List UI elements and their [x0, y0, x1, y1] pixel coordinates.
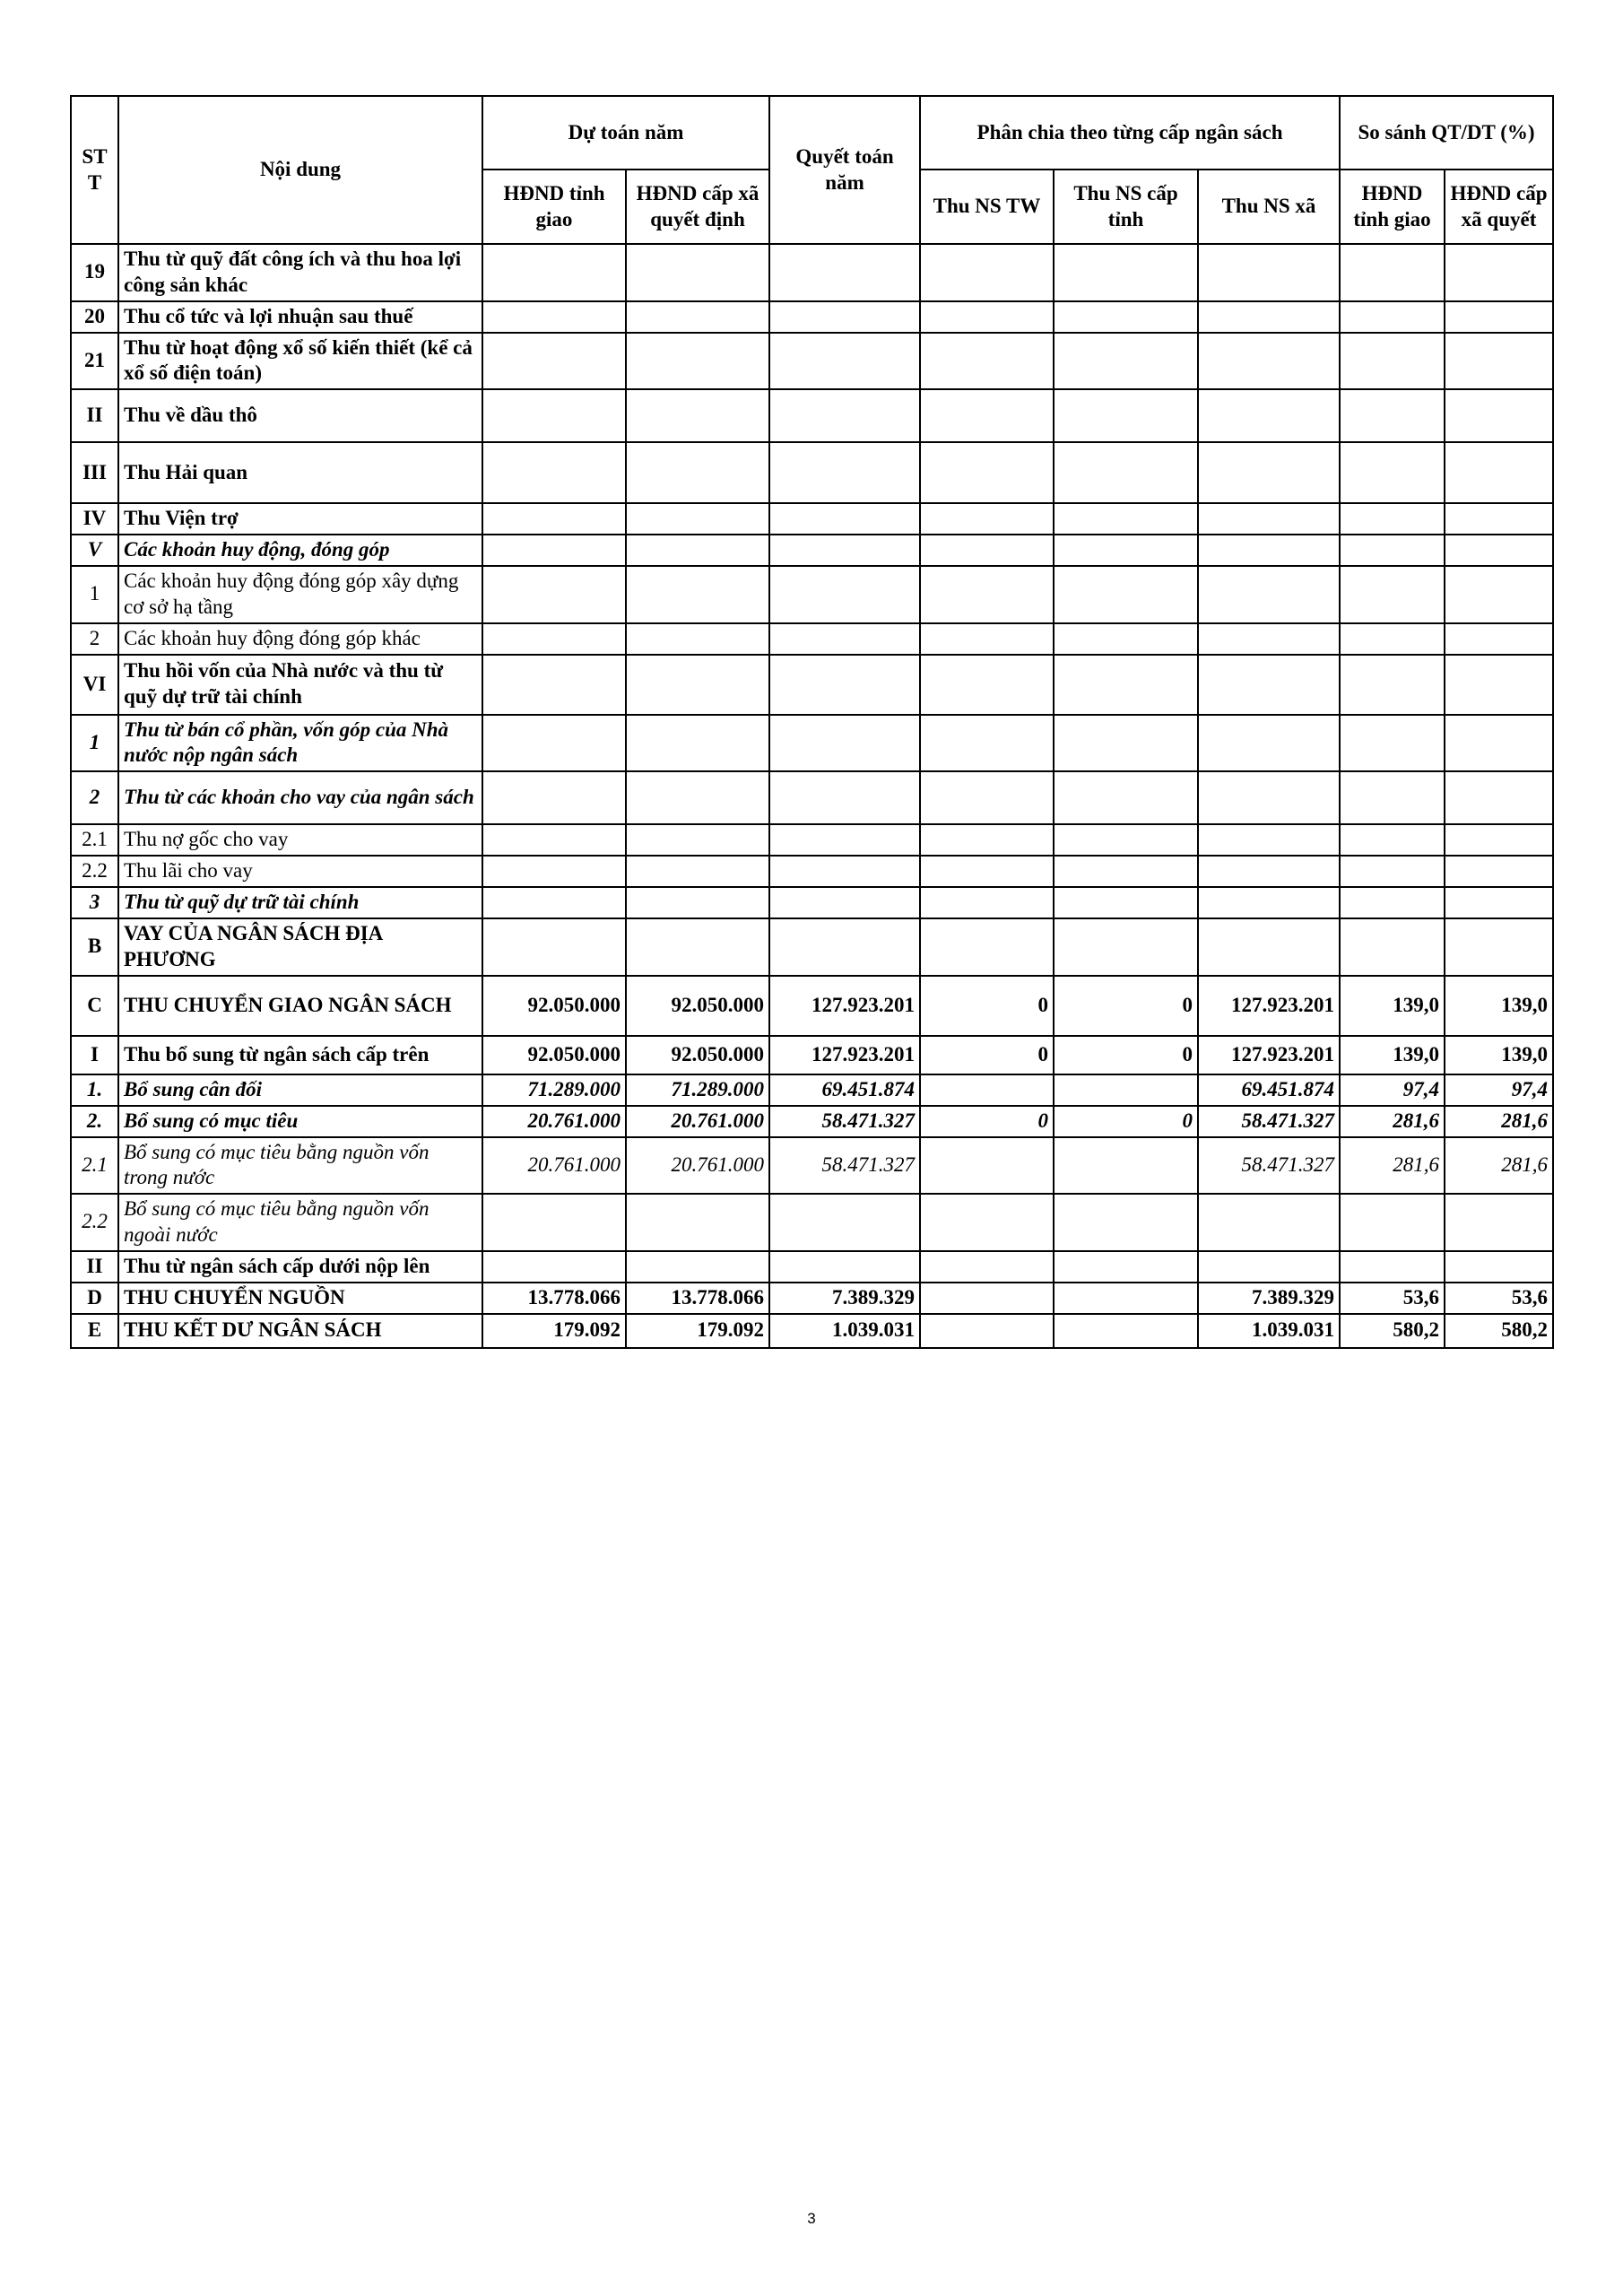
row-value-c2 [626, 1194, 769, 1251]
row-stt: VI [71, 655, 118, 715]
row-value-c3 [769, 301, 920, 333]
row-value-c3 [769, 566, 920, 623]
row-value-c4 [920, 442, 1054, 503]
row-value-c1 [482, 887, 626, 918]
row-value-c6 [1198, 503, 1340, 535]
row-value-c3 [769, 503, 920, 535]
row-value-c5 [1054, 1137, 1198, 1195]
row-value-c1 [482, 301, 626, 333]
row-value-c7 [1340, 824, 1445, 856]
row-value-c2 [626, 715, 769, 772]
row-value-c7 [1340, 535, 1445, 566]
row-value-c2: 20.761.000 [626, 1137, 769, 1195]
row-value-c4 [920, 1194, 1054, 1251]
row-value-c6 [1198, 623, 1340, 655]
row-stt: II [71, 1251, 118, 1283]
row-value-c6 [1198, 856, 1340, 887]
row-stt: 2 [71, 771, 118, 824]
row-value-c2: 92.050.000 [626, 1036, 769, 1074]
row-value-c2: 13.778.066 [626, 1283, 769, 1314]
row-noi-dung: Thu từ các khoản cho vay của ngân sách [118, 771, 482, 824]
row-value-c8: 281,6 [1445, 1106, 1553, 1137]
row-value-c3 [769, 333, 920, 390]
row-value-c1 [482, 918, 626, 976]
row-value-c4 [920, 503, 1054, 535]
row-value-c6 [1198, 715, 1340, 772]
row-stt: IV [71, 503, 118, 535]
row-value-c6: 58.471.327 [1198, 1137, 1340, 1195]
table-row [71, 715, 1553, 772]
row-value-c6 [1198, 1251, 1340, 1283]
row-value-c2 [626, 503, 769, 535]
row-noi-dung: Thu bổ sung từ ngân sách cấp trên [118, 1036, 482, 1074]
row-value-c8: 53,6 [1445, 1283, 1553, 1314]
row-value-c8 [1445, 535, 1553, 566]
row-stt: I [71, 1036, 118, 1074]
table-row [71, 887, 1553, 918]
row-value-c3 [769, 623, 920, 655]
row-value-c3: 69.451.874 [769, 1074, 920, 1106]
table-row [71, 1283, 1553, 1314]
row-value-c4 [920, 715, 1054, 772]
row-noi-dung: Thu Viện trợ [118, 503, 482, 535]
row-value-c1 [482, 442, 626, 503]
row-value-c5 [1054, 623, 1198, 655]
row-value-c3 [769, 824, 920, 856]
table-row [71, 1251, 1553, 1283]
page-number: 3 [807, 2210, 816, 2227]
row-value-c8 [1445, 655, 1553, 715]
table-row [71, 976, 1553, 1036]
row-value-c8 [1445, 918, 1553, 976]
row-value-c3: 7.389.329 [769, 1283, 920, 1314]
row-value-c3 [769, 771, 920, 824]
row-value-c5 [1054, 442, 1198, 503]
row-stt: 2.2 [71, 856, 118, 887]
row-value-c7 [1340, 442, 1445, 503]
row-value-c3 [769, 715, 920, 772]
row-stt: II [71, 389, 118, 442]
header-du-toan-nam: Dự toán năm [482, 96, 769, 170]
row-value-c2 [626, 771, 769, 824]
row-value-c6 [1198, 1194, 1340, 1251]
row-noi-dung: Thu từ quỹ dự trữ tài chính [118, 887, 482, 918]
row-value-c7: 281,6 [1340, 1137, 1445, 1195]
table-row [71, 1106, 1553, 1137]
table-row [71, 856, 1553, 887]
table-row [71, 1036, 1553, 1074]
row-value-c5 [1054, 655, 1198, 715]
row-value-c4 [920, 655, 1054, 715]
row-value-c5 [1054, 301, 1198, 333]
row-stt: 1 [71, 715, 118, 772]
row-value-c1 [482, 655, 626, 715]
row-value-c7 [1340, 244, 1445, 301]
row-value-c3 [769, 535, 920, 566]
row-value-c6: 127.923.201 [1198, 976, 1340, 1036]
row-noi-dung: THU CHUYỂN GIAO NGÂN SÁCH [118, 976, 482, 1036]
row-value-c7 [1340, 503, 1445, 535]
row-stt: III [71, 442, 118, 503]
row-value-c2 [626, 535, 769, 566]
row-value-c6 [1198, 301, 1340, 333]
row-noi-dung: Thu từ bán cổ phần, vốn góp của Nhà nước nộp ngân sách [118, 715, 482, 772]
row-value-c4 [920, 824, 1054, 856]
row-value-c5 [1054, 333, 1198, 390]
row-value-c3: 58.471.327 [769, 1106, 920, 1137]
row-value-c8 [1445, 771, 1553, 824]
row-value-c5 [1054, 1283, 1198, 1314]
row-value-c7 [1340, 1194, 1445, 1251]
table-row [71, 1137, 1553, 1195]
row-noi-dung: VAY CỦA NGÂN SÁCH ĐỊA PHƯƠNG [118, 918, 482, 976]
row-value-c4 [920, 1314, 1054, 1348]
row-value-c5: 0 [1054, 1036, 1198, 1074]
row-value-c4 [920, 1074, 1054, 1106]
row-value-c3 [769, 389, 920, 442]
row-value-c8 [1445, 1194, 1553, 1251]
row-value-c1 [482, 566, 626, 623]
row-stt: C [71, 976, 118, 1036]
table-row [71, 655, 1553, 715]
table-row [71, 623, 1553, 655]
row-stt: 2.1 [71, 1137, 118, 1195]
row-value-c2 [626, 333, 769, 390]
row-value-c8: 139,0 [1445, 976, 1553, 1036]
row-value-c6: 69.451.874 [1198, 1074, 1340, 1106]
row-value-c4 [920, 389, 1054, 442]
budget-revenue-table [70, 95, 1554, 1349]
row-value-c4 [920, 771, 1054, 824]
row-value-c1 [482, 333, 626, 390]
row-value-c2 [626, 623, 769, 655]
header-thu-ns-xa: Thu NS xã [1198, 170, 1340, 244]
row-value-c1: 92.050.000 [482, 1036, 626, 1074]
header-quyet-toan-nam: Quyết toán năm [769, 96, 920, 244]
table-row [71, 918, 1553, 976]
row-value-c1 [482, 824, 626, 856]
row-stt: B [71, 918, 118, 976]
table-row [71, 301, 1553, 333]
row-value-c8 [1445, 333, 1553, 390]
row-value-c5 [1054, 566, 1198, 623]
row-noi-dung: THU CHUYỂN NGUỒN [118, 1283, 482, 1314]
row-value-c1 [482, 1194, 626, 1251]
row-value-c7: 97,4 [1340, 1074, 1445, 1106]
row-value-c4 [920, 1137, 1054, 1195]
row-stt: 19 [71, 244, 118, 301]
row-value-c7: 281,6 [1340, 1106, 1445, 1137]
row-value-c4: 0 [920, 976, 1054, 1036]
row-value-c8: 281,6 [1445, 1137, 1553, 1195]
row-value-c6: 127.923.201 [1198, 1036, 1340, 1074]
row-noi-dung: Các khoản huy động đóng góp xây dựng cơ sở hạ tầng [118, 566, 482, 623]
table-row [71, 503, 1553, 535]
row-value-c6 [1198, 333, 1340, 390]
row-value-c3 [769, 655, 920, 715]
row-value-c8 [1445, 301, 1553, 333]
row-noi-dung: Bổ sung có mục tiêu bằng nguồn vốn ngoài nước [118, 1194, 482, 1251]
row-value-c8 [1445, 887, 1553, 918]
row-value-c1: 179.092 [482, 1314, 626, 1348]
row-value-c5 [1054, 1251, 1198, 1283]
row-value-c1 [482, 623, 626, 655]
row-value-c2: 179.092 [626, 1314, 769, 1348]
row-value-c5 [1054, 244, 1198, 301]
table-row [71, 442, 1553, 503]
row-value-c6: 7.389.329 [1198, 1283, 1340, 1314]
row-value-c4 [920, 887, 1054, 918]
row-noi-dung: Thu từ hoạt động xổ số kiến thiết (kể cả xổ số điện toán) [118, 333, 482, 390]
row-value-c7: 139,0 [1340, 1036, 1445, 1074]
row-value-c1 [482, 244, 626, 301]
row-noi-dung: Thu nợ gốc cho vay [118, 824, 482, 856]
row-stt: 3 [71, 887, 118, 918]
row-value-c7 [1340, 918, 1445, 976]
row-stt: 21 [71, 333, 118, 390]
row-value-c2 [626, 301, 769, 333]
row-value-c1: 71.289.000 [482, 1074, 626, 1106]
row-value-c8: 97,4 [1445, 1074, 1553, 1106]
row-stt: 1. [71, 1074, 118, 1106]
row-value-c2 [626, 244, 769, 301]
row-value-c4 [920, 623, 1054, 655]
table-row [71, 1074, 1553, 1106]
row-value-c1: 92.050.000 [482, 976, 626, 1036]
row-noi-dung: Thu hồi vốn của Nhà nước và thu từ quỹ dự trữ tài chính [118, 655, 482, 715]
row-value-c6: 58.471.327 [1198, 1106, 1340, 1137]
row-stt: 2. [71, 1106, 118, 1137]
row-stt: 1 [71, 566, 118, 623]
row-value-c6 [1198, 655, 1340, 715]
row-value-c6 [1198, 244, 1340, 301]
row-value-c7 [1340, 623, 1445, 655]
row-value-c6 [1198, 771, 1340, 824]
row-value-c8 [1445, 503, 1553, 535]
row-value-c6 [1198, 887, 1340, 918]
header-phan-chia: Phân chia theo từng cấp ngân sách [920, 96, 1340, 170]
row-value-c4 [920, 535, 1054, 566]
row-value-c4 [920, 1283, 1054, 1314]
row-value-c7: 53,6 [1340, 1283, 1445, 1314]
row-stt: 2.2 [71, 1194, 118, 1251]
row-value-c4 [920, 244, 1054, 301]
row-value-c3 [769, 1251, 920, 1283]
row-noi-dung: Các khoản huy động đóng góp khác [118, 623, 482, 655]
row-value-c7 [1340, 856, 1445, 887]
row-value-c3: 127.923.201 [769, 976, 920, 1036]
row-value-c4 [920, 1251, 1054, 1283]
header-stt: ST T [71, 96, 118, 244]
row-value-c4: 0 [920, 1106, 1054, 1137]
row-noi-dung: Thu lãi cho vay [118, 856, 482, 887]
row-value-c3 [769, 918, 920, 976]
table-row [71, 566, 1553, 623]
table-row [71, 389, 1553, 442]
row-stt: E [71, 1314, 118, 1348]
row-value-c7 [1340, 301, 1445, 333]
row-noi-dung: Thu từ ngân sách cấp dưới nộp lên [118, 1251, 482, 1283]
row-value-c8 [1445, 442, 1553, 503]
row-value-c8 [1445, 715, 1553, 772]
row-stt: 2.1 [71, 824, 118, 856]
row-value-c5 [1054, 1314, 1198, 1348]
row-value-c2 [626, 442, 769, 503]
row-value-c3: 127.923.201 [769, 1036, 920, 1074]
row-value-c3: 58.471.327 [769, 1137, 920, 1195]
row-value-c8 [1445, 623, 1553, 655]
row-noi-dung: Các khoản huy động, đóng góp [118, 535, 482, 566]
row-stt: 2 [71, 623, 118, 655]
row-value-c2 [626, 389, 769, 442]
row-noi-dung: Bổ sung có mục tiêu [118, 1106, 482, 1137]
table-row [71, 535, 1553, 566]
row-value-c5 [1054, 824, 1198, 856]
row-value-c8 [1445, 389, 1553, 442]
row-value-c4 [920, 856, 1054, 887]
row-value-c2: 92.050.000 [626, 976, 769, 1036]
row-value-c1 [482, 1251, 626, 1283]
row-value-c8 [1445, 244, 1553, 301]
row-value-c5 [1054, 1074, 1198, 1106]
row-value-c7 [1340, 655, 1445, 715]
table-row [71, 1194, 1553, 1251]
row-value-c7 [1340, 1251, 1445, 1283]
row-value-c8 [1445, 566, 1553, 623]
row-value-c1 [482, 856, 626, 887]
row-value-c3 [769, 1194, 920, 1251]
row-value-c6 [1198, 442, 1340, 503]
row-value-c7: 580,2 [1340, 1314, 1445, 1348]
row-value-c3 [769, 856, 920, 887]
row-value-c2 [626, 824, 769, 856]
row-value-c8 [1445, 1251, 1553, 1283]
row-value-c8 [1445, 824, 1553, 856]
row-value-c2 [626, 887, 769, 918]
row-value-c7: 139,0 [1340, 976, 1445, 1036]
row-value-c6: 1.039.031 [1198, 1314, 1340, 1348]
table-row [71, 333, 1553, 390]
row-value-c5: 0 [1054, 1106, 1198, 1137]
row-value-c6 [1198, 824, 1340, 856]
row-value-c6 [1198, 918, 1340, 976]
row-value-c1: 13.778.066 [482, 1283, 626, 1314]
row-stt: D [71, 1283, 118, 1314]
row-value-c7 [1340, 566, 1445, 623]
row-value-c2 [626, 856, 769, 887]
row-value-c7 [1340, 389, 1445, 442]
row-value-c4 [920, 918, 1054, 976]
row-value-c5 [1054, 715, 1198, 772]
row-value-c5 [1054, 918, 1198, 976]
header-thu-ns-tw: Thu NS TW [920, 170, 1054, 244]
table-row [71, 1314, 1553, 1348]
row-value-c8: 580,2 [1445, 1314, 1553, 1348]
row-value-c2 [626, 566, 769, 623]
row-value-c3 [769, 887, 920, 918]
header-noi-dung: Nội dung [118, 96, 482, 244]
row-value-c8 [1445, 856, 1553, 887]
row-value-c5 [1054, 771, 1198, 824]
row-value-c6 [1198, 389, 1340, 442]
row-value-c5 [1054, 887, 1198, 918]
row-value-c3: 1.039.031 [769, 1314, 920, 1348]
row-value-c6 [1198, 535, 1340, 566]
row-value-c5: 0 [1054, 976, 1198, 1036]
row-value-c1 [482, 715, 626, 772]
row-value-c4 [920, 301, 1054, 333]
row-value-c2: 71.289.000 [626, 1074, 769, 1106]
header-ss-hdnd-tinh-giao: HĐND tỉnh giao [1340, 170, 1445, 244]
header-hdnd-cap-xa-quyet-dinh: HĐND cấp xã quyết định [626, 170, 769, 244]
row-value-c2 [626, 655, 769, 715]
row-value-c5 [1054, 856, 1198, 887]
row-noi-dung: THU KẾT DƯ NGÂN SÁCH [118, 1314, 482, 1348]
row-value-c6 [1198, 566, 1340, 623]
row-noi-dung: Thu về dầu thô [118, 389, 482, 442]
row-value-c8: 139,0 [1445, 1036, 1553, 1074]
row-value-c5 [1054, 503, 1198, 535]
row-value-c2 [626, 1251, 769, 1283]
row-value-c3 [769, 442, 920, 503]
header-ss-hdnd-cap-xa-quyet: HĐND cấp xã quyết [1445, 170, 1553, 244]
row-value-c7 [1340, 887, 1445, 918]
header-so-sanh: So sánh QT/DT (%) [1340, 96, 1553, 170]
row-noi-dung: Thu Hải quan [118, 442, 482, 503]
row-value-c7 [1340, 715, 1445, 772]
row-value-c4 [920, 566, 1054, 623]
row-value-c5 [1054, 1194, 1198, 1251]
row-value-c4 [920, 333, 1054, 390]
row-value-c1 [482, 389, 626, 442]
row-noi-dung: Bổ sung cân đối [118, 1074, 482, 1106]
row-value-c1 [482, 535, 626, 566]
table-row [71, 244, 1553, 301]
row-value-c1 [482, 503, 626, 535]
row-value-c1: 20.761.000 [482, 1137, 626, 1195]
row-stt: V [71, 535, 118, 566]
table-row [71, 771, 1553, 824]
row-value-c5 [1054, 389, 1198, 442]
row-noi-dung: Thu từ quỹ đất công ích và thu hoa lợi công sản khác [118, 244, 482, 301]
row-noi-dung: Thu cổ tức và lợi nhuận sau thuế [118, 301, 482, 333]
header-thu-ns-cap-tinh: Thu NS cấp tỉnh [1054, 170, 1198, 244]
row-value-c1: 20.761.000 [482, 1106, 626, 1137]
row-value-c2 [626, 918, 769, 976]
table-row [71, 824, 1553, 856]
row-value-c4: 0 [920, 1036, 1054, 1074]
header-hdnd-tinh-giao: HĐND tỉnh giao [482, 170, 626, 244]
row-noi-dung: Bổ sung có mục tiêu bằng nguồn vốn trong nước [118, 1137, 482, 1195]
row-value-c7 [1340, 771, 1445, 824]
row-value-c3 [769, 244, 920, 301]
row-value-c1 [482, 771, 626, 824]
row-value-c2: 20.761.000 [626, 1106, 769, 1137]
row-value-c5 [1054, 535, 1198, 566]
row-stt: 20 [71, 301, 118, 333]
row-value-c7 [1340, 333, 1445, 390]
